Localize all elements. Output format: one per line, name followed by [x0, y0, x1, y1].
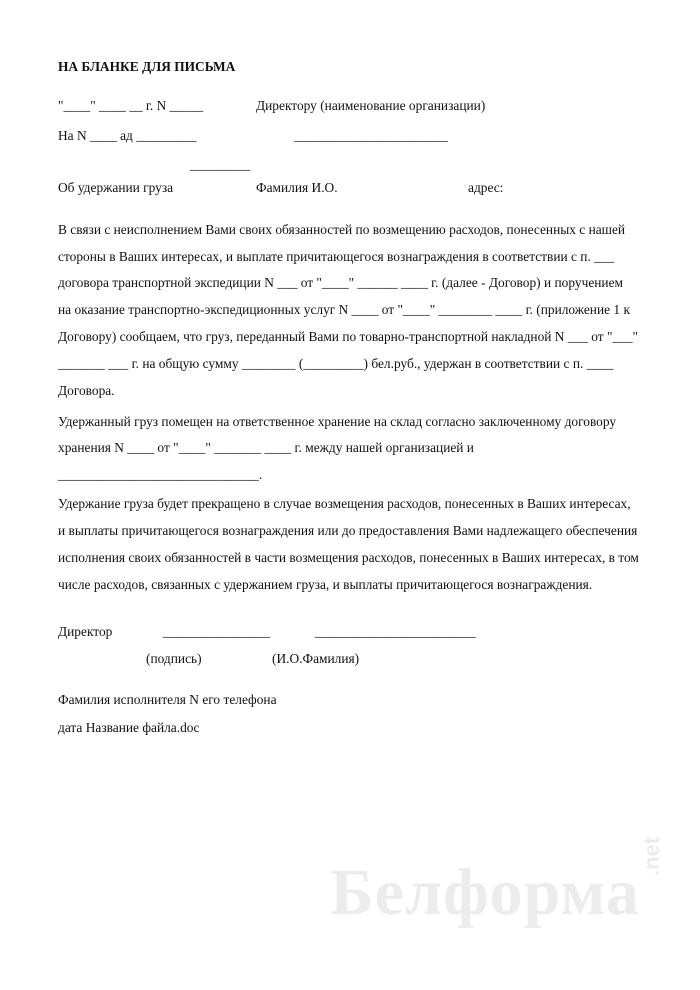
address-label: адрес:: [468, 180, 504, 195]
name-caption: (И.О.Фамилия): [272, 651, 360, 666]
name-blank: ________________________: [315, 624, 476, 639]
body-line: стороны в Ваших интересах, и выплате причитающегося вознаграждения в соответствии с п. ___: [58, 249, 615, 264]
signature-blank: ________________: [163, 624, 271, 639]
body-line: числе расходов, связанных с удержанием груза, и выплаты причитающегося вознаграждения.: [58, 577, 593, 592]
body-line: договора транспортной экспедиции N ___ от "____" ______ ____ г. (далее - Договор) и поручением: [58, 275, 624, 290]
watermark-suffix: .net: [639, 836, 664, 876]
body-line: В связи с неисполнением Вами своих обязанностей по возмещению расходов, понесенных с нашей: [58, 222, 626, 237]
addressee-title: Директору (наименование организации): [256, 98, 486, 113]
body-line: и выплаты причитающегося вознаграждения или до предоставления Вами надлежащего обеспечения: [58, 523, 638, 538]
addressee-fullname: Фамилия И.О.: [256, 180, 338, 195]
body-line: на оказание транспортно-экспедиционных услуг N ____ от "____" ________ ____ г. (приложение 1 к: [58, 302, 630, 317]
addressee-name-blank: _______________________: [294, 128, 448, 143]
body-line: Удержанный груз помещен на ответственное хранение на склад согласно заключенному договору: [58, 414, 617, 429]
signature-title: Директор: [58, 624, 113, 639]
file-info: дата Название файла.doc: [58, 720, 200, 735]
body-line: ______________________________.: [58, 467, 263, 482]
body-line: Договора.: [58, 383, 115, 398]
subject-blank: _________: [190, 157, 251, 172]
body-line: _______ ___ г. на общую сумму ________ (_________) бел.руб., удержан в соответствии с п. ____: [58, 356, 614, 371]
body-line: исполнения своих обязанностей в части возмещения расходов, понесенных в Ваших интересах, в том: [58, 550, 639, 565]
belforma-watermark: Белформа: [330, 856, 640, 929]
body-line: хранения N ____ от "____" _______ ____ г. между нашей организацией и: [58, 440, 474, 455]
letter-subject: Об удержании груза: [58, 180, 174, 195]
document-heading: НА БЛАНКЕ ДЛЯ ПИСЬМА: [58, 59, 236, 74]
body-line: Договору) сообщаем, что груз, переданный Вами по товарно-транспортной накладной N ___ от "___": [58, 329, 638, 344]
executor-info: Фамилия исполнителя N его телефона: [58, 692, 277, 707]
reference-line: На N ____ ад _________: [58, 128, 197, 143]
body-line: Удержание груза будет прекращено в случае возмещения расходов, понесенных в Ваших интересах,: [58, 496, 631, 511]
signature-caption: (подпись): [146, 651, 202, 666]
date-number-line: "____" ____ __ г. N _____: [58, 98, 204, 113]
